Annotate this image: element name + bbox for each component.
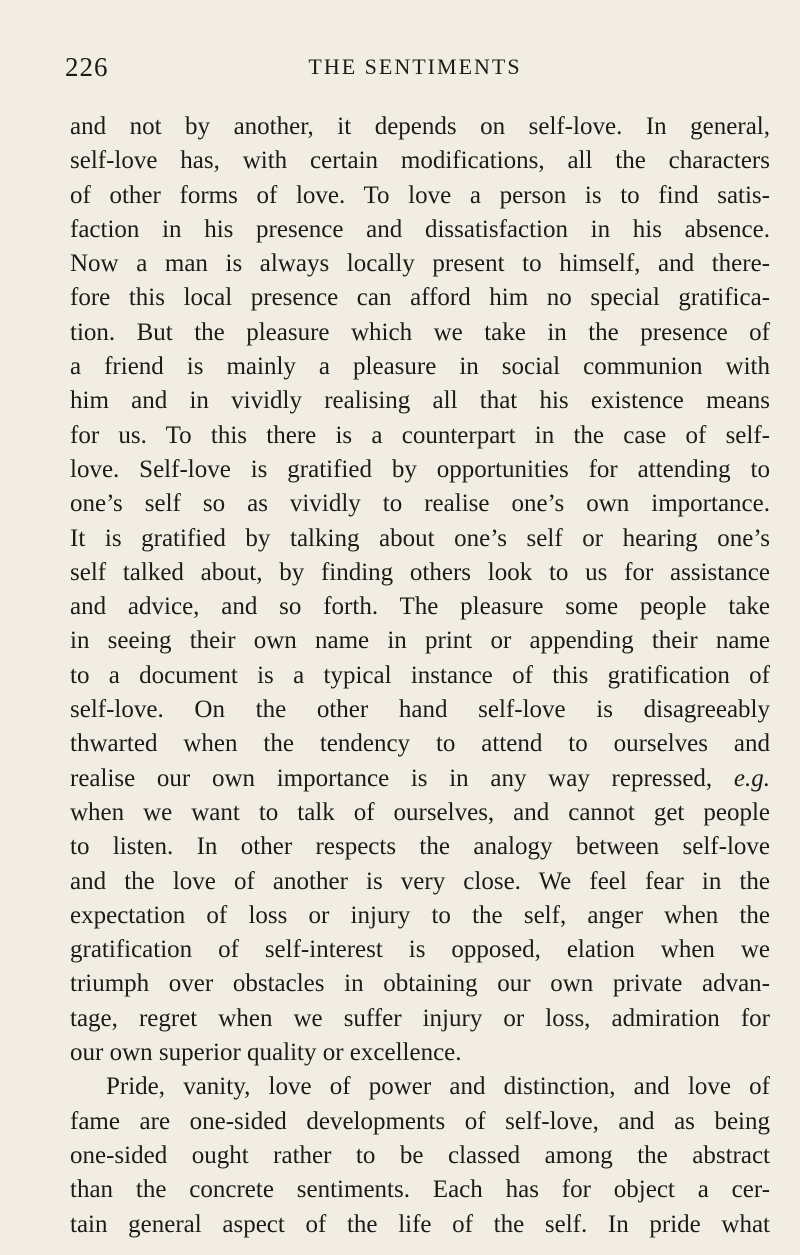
text-line-content: and the love of another is very close. We feel fear in the — [70, 867, 770, 895]
text-line-content: and advice, and so forth. The pleasure some people take — [70, 593, 770, 621]
text-line — [70, 899, 770, 933]
page-number: 226 — [65, 52, 109, 82]
text-line-content: It is gratified by talking about one’s self or hearing one’s — [70, 524, 770, 552]
text-line-content: when we want to talk of ourselves, and cannot get people — [70, 798, 770, 826]
text-line — [70, 556, 770, 590]
text-line — [70, 1002, 770, 1036]
text-line-content: self-love. On the other hand self-love is disagreeably — [70, 696, 770, 724]
text-line — [70, 865, 770, 899]
text-line — [70, 1036, 770, 1070]
text-line — [70, 247, 770, 281]
text-line — [70, 213, 770, 247]
body-text — [70, 110, 770, 1242]
text-line — [70, 350, 770, 384]
text-line-content: of other forms of love. To love a person is to find satis- — [70, 181, 770, 209]
text-line-content: fore this local presence can afford him no special gratifica- — [70, 284, 770, 312]
text-line — [70, 693, 770, 727]
text-line-content: tain general aspect of the life of the self. In pride what — [70, 1210, 770, 1238]
text-line — [70, 453, 770, 487]
text-line — [70, 796, 770, 830]
text-line — [70, 1173, 770, 1207]
text-line — [70, 590, 770, 624]
text-line — [70, 1105, 770, 1139]
text-line — [70, 316, 770, 350]
text-line-content: him and in vividly realising all that his existence means — [70, 387, 770, 415]
text-line-content: for us. To this there is a counterpart in the case of self- — [70, 421, 770, 449]
running-head — [65, 52, 765, 86]
text-line — [70, 727, 770, 761]
text-line-content: thwarted when the tendency to attend to ourselves and — [70, 730, 770, 758]
text-line — [70, 384, 770, 418]
italic-abbreviation: e.g. — [733, 764, 770, 792]
text-line — [70, 659, 770, 693]
text-line-content: self-love has, with certain modifications, all the characters — [70, 147, 770, 175]
text-line-content: to a document is a typical instance of this gratification of — [70, 661, 770, 689]
text-line-content: fame are one-sided developments of self-love, and as being — [70, 1107, 770, 1135]
text-line — [70, 487, 770, 521]
text-line — [70, 830, 770, 864]
text-line-content: gratification of self-interest is opposed, elation when we — [70, 936, 770, 964]
text-line-content: tion. But the pleasure which we take in the presence of — [70, 318, 770, 346]
text-line — [70, 110, 770, 144]
text-line — [70, 933, 770, 967]
text-line — [70, 1139, 770, 1173]
text-line-content: expectation of loss or injury to the self, anger when the — [70, 901, 770, 929]
text-line-content: love. Self-love is gratified by opportunities for attending to — [70, 455, 770, 483]
text-line-content: to listen. In other respects the analogy between self-love — [70, 833, 770, 861]
text-line-content: faction in his presence and dissatisfaction in his absence. — [70, 215, 770, 243]
text-line — [70, 967, 770, 1001]
text-line-content: our own superior quality or excellence. — [70, 1039, 462, 1067]
text-line — [70, 624, 770, 658]
text-line-content: than the concrete sentiments. Each has for object a cer- — [70, 1176, 770, 1204]
running-title: THE SENTIMENTS — [308, 54, 522, 79]
text-line-content: Now a man is always locally present to himself, and there- — [70, 250, 770, 278]
text-line-content: self talked about, by finding others look to us for assistance — [70, 558, 770, 586]
text-line — [70, 762, 770, 796]
text-line — [70, 179, 770, 213]
text-line — [70, 144, 770, 178]
text-line-content: triumph over obstacles in obtaining our own private advan- — [70, 970, 770, 998]
text-line — [70, 1070, 770, 1104]
text-line-content: in seeing their own name in print or appending their name — [70, 627, 770, 655]
text-line — [70, 281, 770, 315]
text-line-content: one’s self so as vividly to realise one’s own importance. — [70, 490, 770, 518]
text-line-content: a friend is mainly a pleasure in social communion with — [70, 353, 770, 381]
text-line-content: Pride, vanity, love of power and distinction, and love of — [106, 1073, 770, 1101]
text-line-content: tage, regret when we suffer injury or loss, admiration for — [70, 1004, 770, 1032]
text-line — [70, 419, 770, 453]
text-line-content: one-sided ought rather to be classed among the abstract — [70, 1141, 770, 1169]
text-line — [70, 1208, 770, 1242]
text-line-content: and not by another, it depends on self-love. In general, — [70, 113, 770, 140]
text-line-content: realise our own importance is in any way repressed, — [70, 764, 713, 792]
text-line — [70, 522, 770, 556]
